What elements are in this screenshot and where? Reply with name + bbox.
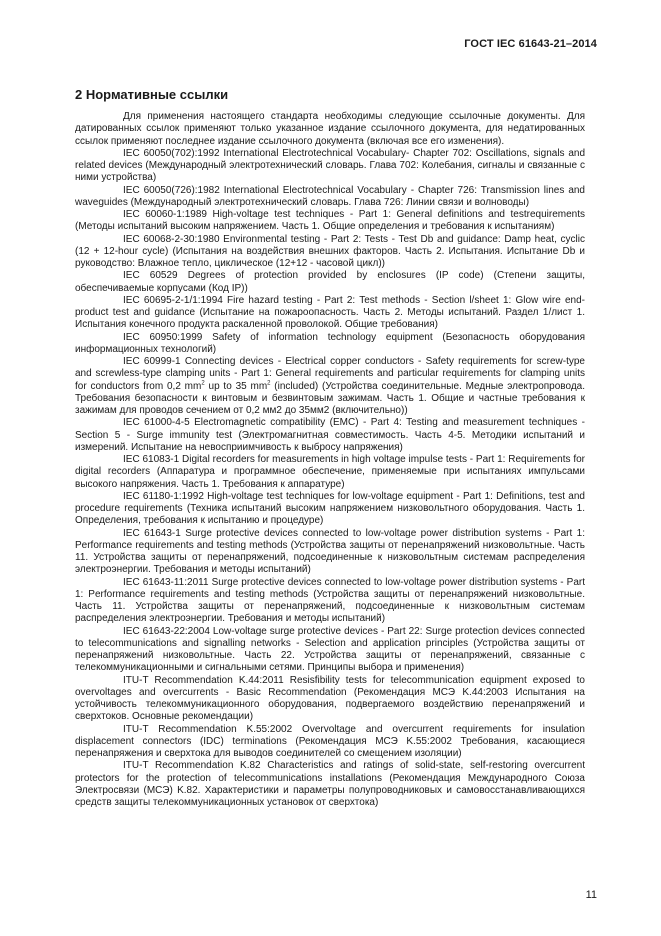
reference-item: IEC 60050(702):1992 International Electrotechnical Vocabulary- Chapter 702: Oscillations, signals and related devices (Международный электротехнический словарь. Глава 702: Колебания, сигналы и связанные с ними устройства) (75, 147, 585, 184)
reference-item: ITU-T Recommendation K.82 Characteristics and ratings of solid-state, self-restoring overcurrent protectors for the protection of telecommunications installations (Рекомендация Международного Союза Электросвязи (МСЭ) K.82. Характеристики и параметры полупроводниковых и самовосстанавливающихся средств защиты телекоммуникационных установок от сверхтока) (75, 760, 585, 808)
superscript: 2 (267, 380, 271, 387)
reference-item: IEC 61180-1:1992 High-voltage test techniques for low-voltage equipment - Part 1: Definitions, test and procedure requirements (Техника испытаний высоким напряжением низковольтного оборудования. Часть 1. Определения, требования к испытанию и процедуре) (75, 490, 585, 527)
section-title: 2 Нормативные ссылки (75, 87, 229, 102)
reference-item: IEC 61000-4-5 Electromagnetic compatibility (EMC) - Part 4: Testing and measurement techniques - Section 5 - Surge immunity test (Электромагнитная совместимость. Часть 4-5. Методики испытаний и измерений. Испытание на невосприимчивость к выбросу напряжения) (75, 417, 585, 453)
document-header: ГОСТ IEC 61643-21–2014 (464, 38, 597, 50)
reference-item: IEC 61643-22:2004 Low-voltage surge protective devices - Part 22: Surge protection devices connected to telecommunications and signalling networks - Selection and application principles (Устройства защиты от перенапряжений низковольтные. Часть 22. Устройства защиты от перенапряжений, связанные с телекоммуникационными и сигнальными сетями. Принципы выбора и применения) (75, 625, 585, 674)
reference-item: IEC 60060-1:1989 High-voltage test techniques - Part 1: General definitions and testrequirements (Методы испытаний высоким напряжением. Часть 1. Общие определения и требования к испытаниям) (75, 209, 585, 233)
page-number: 11 (585, 889, 597, 901)
intro-paragraph: Для применения настоящего стандарта необходимы следующие ссылочные документы. Для датированных ссылок применяют только указанное издание ссылочного документа, для недатированных ссылок применяют последнее издание ссылочного документа (включая все его изменения). (75, 111, 585, 147)
reference-item: ITU-T Recommendation K.55:2002 Overvoltage and overcurrent requirements for insulation displacement connectors (IDC) terminations (Рекомендация МСЭ K.55:2002 Требования, касающиеся перенапряжения и сверхтока для выводов соединителей со смещением изоляции) (75, 723, 585, 759)
reference-text: IEC 60999-1 Connecting devices - Electrical copper conductors - Safety requirements for screw-type and screwless-type clamping units - Part 1: General requirements and particular requirements for clamping units for conductors from 0,2 mm (75, 356, 585, 392)
reference-item-60999 (75, 356, 585, 417)
reference-item: IEC 60068-2-30:1980 Environmental testing - Part 2: Tests - Test Db and guidance: Damp heat, cyclic (12 + 12-hour cycle) (Испытания на воздействия внешних факторов. Часть 2. Испытания. Испытание Db и руководство: Влажное тепло, циклическое (12+12 - часовой цикл)) (75, 233, 585, 269)
reference-item: IEC 60050(726):1982 International Electrotechnical Vocabulary - Chapter 726: Transmission lines and waveguides (Международный электротехнический словарь. Глава 726: Линии связи и волноводы) (75, 184, 585, 208)
reference-item: IEC 60695-2-1/1:1994 Fire hazard testing - Part 2: Test methods - Section l/sheet 1: Glow wire end-product test and guidance (Испытание на пожароопасность. Часть 2. Методы испытаний. Раздел 1/лист 1. Испытания конечного продукта раскаленной проволокой. Общие требования) (75, 294, 585, 331)
superscript: 2 (201, 380, 205, 387)
references-body (75, 111, 585, 809)
reference-text: (included) (Устройства соединительные. Медные электропровода. Требования безопасности к винтовым и безвинтовым зажимам. Часть 1. Общие и частные требования к зажимам для проводов сечением от 0,2 мм2 до 35мм2 (включительно)) (75, 380, 586, 416)
reference-item: IEC 60529 Degrees of protection provided by enclosures (IP code) (Степени защиты, обеспечиваемые корпусами (Код IP)) (75, 270, 585, 294)
reference-item: ITU-T Recommendation K.44:2011 Resisfibility tests for telecommunication equipment exposed to overvoltages and overcurrents - Basic Recommendation (Рекомендация МСЭ K.44:2003 Испытания на устойчивость телекоммуникационного оборудования, подвергаемого воздействию перенапряжений и сверхтоков. Основные рекомендации) (75, 674, 585, 723)
reference-item: IEC 60950:1999 Safety of information technology equipment (Безопасность оборудования информационных технологий) (75, 331, 585, 355)
reference-item: IEC 61643-11:2011 Surge protective devices connected to low-voltage power distribution systems - Part 1: Performance requirements and testing methods (Устройства защиты от перенапряжений низковольтные. Часть 11. Устройства защиты от перенапряжений, подсоединенные к низковольтным системам распределения электроэнергии. Требования и методы испытаний) (75, 576, 585, 625)
reference-item: IEC 61083-1 Digital recorders for measurements in high voltage impulse tests - Part 1: Requirements for digital recorders (Аппаратура и программное обеспечение, применяемые при испытаниях импульсами высокого напряжения. Часть 1. Требования к аппаратуре) (75, 454, 585, 490)
reference-item: IEC 61643-1 Surge protective devices connected to low-voltage power distribution systems - Part 1: Performance requirements and testing methods (Устройства защиты от перенапряжений низковольтные. Часть 11. Устройства защиты от перенапряжений, подсоединенные к низковольтным системам распределения электроэнергии. Требования и методы испытаний) (75, 527, 585, 576)
reference-text: up to 35 mm (204, 380, 268, 392)
